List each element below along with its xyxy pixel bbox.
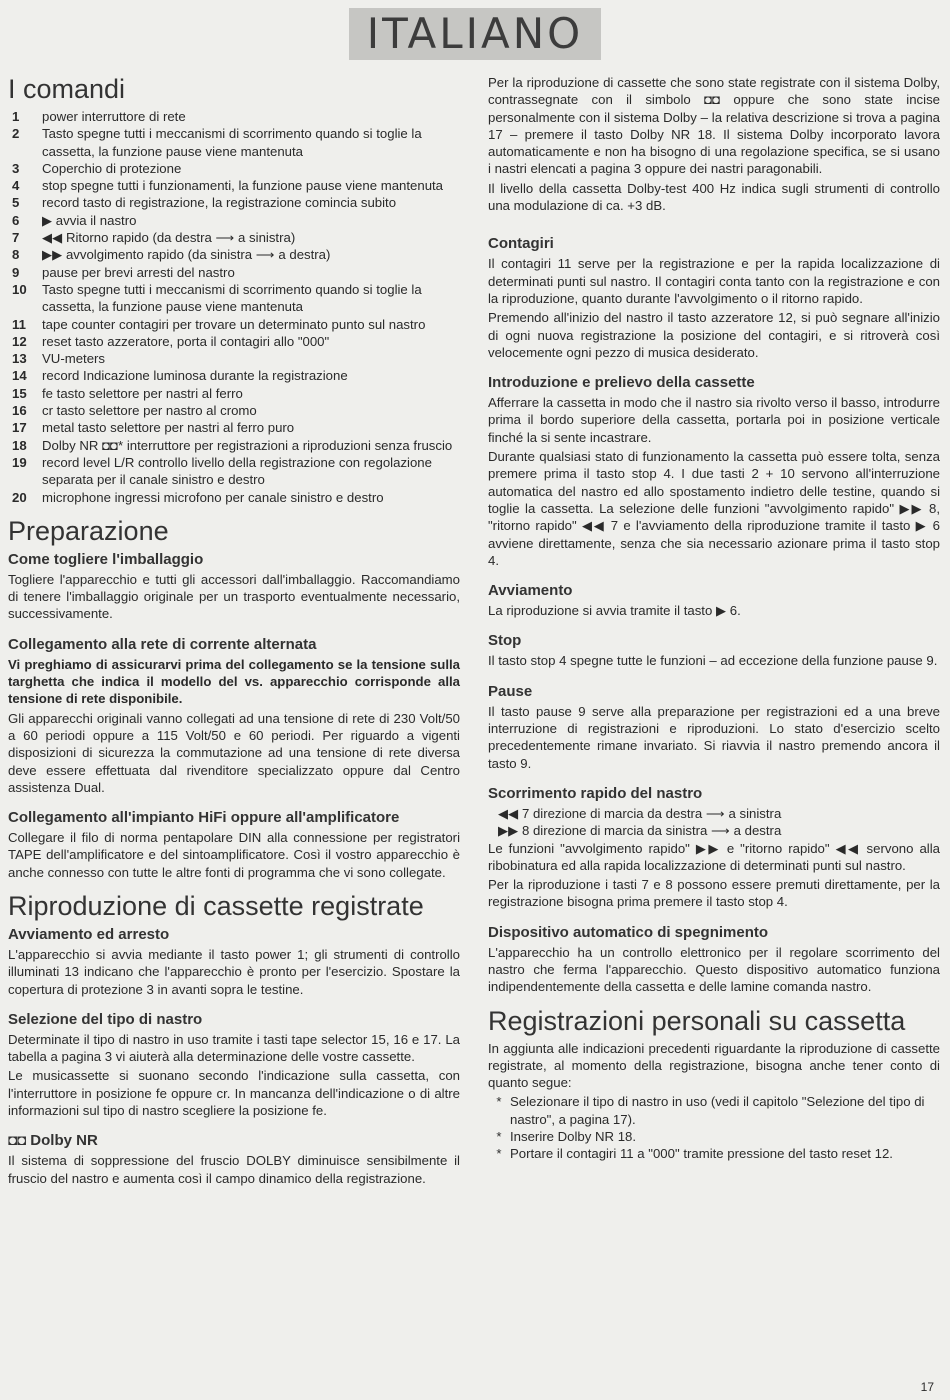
list-item [8, 160, 460, 177]
item-text: fe tasto selettore per nastri al ferro [42, 385, 243, 401]
bullet-text: Portare il contagiri 11 a "000" tramite pressione del tasto reset 12. [510, 1146, 893, 1162]
list-item [8, 177, 460, 194]
text-contagiri-1: Il contagiri 11 serve per la registrazione e per la rapida localizzazione di determinati punti sul nastro. Il contagiri conta tanto con la registrazione e con la riproduzione, quanto durante l'avvolgimento o il ritorno rapido. [488, 256, 940, 306]
list-item [488, 1128, 940, 1145]
text-rete: Gli apparecchi originali vanno collegati ad una tensione di rete di 230 Volt/50 a 60 periodi oppure a 115 Volt/50 e 60 periodi. Per riguardo a vigenti disposizioni di sicurezza la commutazione ad una tensione di rete diversa deve essere effettuata dal rivenditore specializzato oppure dal Centro assistenza Dual. [8, 710, 460, 795]
item-text: ▶ avvia il nastro [42, 212, 137, 228]
item-text: reset tasto azzeratore, porta il contagiri allo "000" [42, 333, 330, 349]
section-title-riproduzione: Riproduzione di cassette registrate [8, 890, 424, 921]
controls-list [8, 108, 460, 506]
heading-contagiri: Contagiri [488, 235, 554, 253]
text-registrazioni-intro: In aggiunta alle indicazioni precedenti riguardante la riproduzione di cassette registrate, al momento della registrazione, bisogna anche tener conto di quanto segue: [488, 1040, 940, 1091]
item-number: 9 [12, 264, 20, 280]
item-number: 6 [12, 212, 20, 228]
heading-avviamento: Avviamento [488, 582, 573, 600]
list-item [8, 402, 460, 419]
header-banner [0, 0, 950, 66]
right-column [488, 70, 940, 1165]
item-text: Tasto spegne tutti i meccanismi di scorrimento quando si toglie la cassetta, la funzione pause viene mantenuta [42, 281, 422, 315]
heading-rete: Collegamento alla rete di corrente alternata [8, 635, 317, 653]
section-title-registrazioni: Registrazioni personali su cassetta [488, 1005, 906, 1036]
item-number: 1 [12, 109, 20, 124]
heading-stop: Stop [488, 632, 522, 650]
text-stop: Il tasto stop 4 spegne tutte le funzioni – ad eccezione della funzione pause 9. [488, 653, 938, 669]
heading-pause: Pause [488, 682, 533, 700]
item-text: record Indicazione luminosa durante la registrazione [42, 368, 348, 384]
text-dolby-1: Il sistema di soppressione del fruscio DOLBY diminuisce sensibilmente il fruscio del nastro e aumenta così il campo dinamico della registrazione. [8, 1153, 460, 1186]
text-imballaggio: Togliere l'apparecchio e tutti gli accessori dall'imballaggio. Raccomandiamo di tenere l'imballaggio originale per un trasporto eventualmente necessario, successivamente. [8, 571, 460, 622]
heading-avviamento-arresto: Avviamento ed arresto [8, 925, 170, 943]
page-number: 17 [920, 1380, 934, 1394]
list-item [8, 350, 460, 367]
text-direction-forward: ▶▶ 8 direzione di marcia da sinistra ⟶ a destra [498, 823, 782, 839]
item-number: 16 [12, 403, 27, 419]
bullet-text: Inserire Dolby NR 18. [510, 1129, 637, 1145]
item-number: 4 [12, 178, 20, 194]
left-column [8, 70, 460, 1189]
bullet-mark: * [496, 1146, 502, 1162]
heading-dolby: ◘◘ Dolby NR [8, 1132, 98, 1150]
item-text: ▶▶ avvolgimento rapido (da sinistra ⟶ a destra) [42, 247, 331, 263]
item-text: Dolby NR ◘◘* interruttore per registrazioni a riproduzioni senza fruscio [42, 437, 453, 453]
page-title: ITALIANO [349, 8, 602, 60]
item-text: ◀◀ Ritorno rapido (da destra ⟶ a sinistra) [42, 230, 296, 246]
text-direction-rewind: ◀◀ 7 direzione di marcia da destra ⟶ a sinistra [498, 805, 782, 821]
heading-introduzione: Introduzione e prelievo della cassette [488, 374, 755, 392]
item-text: cr tasto selettore per nastro al cromo [42, 403, 257, 419]
bullet-text: Selezionare il tipo di nastro in uso (vedi il capitolo "Selezione del tipo di nastro", a pagina 17). [510, 1094, 925, 1127]
list-item [8, 333, 460, 350]
text-contagiri-2: Premendo all'inizio del nastro il tasto azzeratore 12, si può segnare all'inizio di ogni nuova registrazione la posizione del contagiri, e si ritroverà così velocemente ogni pezzo di musica desiderato. [488, 310, 940, 360]
text-scorrimento-1: Le funzioni "avvolgimento rapido" ▶▶ e "ritorno rapido" ◀◀ servono alla ribobinatura ed alla rapida localizzazione di determinati punti sul nastro. [488, 840, 940, 873]
text-introduzione-2: Durante qualsiasi stato di funzionamento la cassetta può essere tolta, senza premere prima il tasto stop 4. I due tasti 2 + 10 servono all'interruzione automatica del nastro ed allo spostamento indietro delle testine, quando si toglie la cassetta. La selezione delle funzioni "avvolgimento rapido" ▶▶ 8, "ritorno rapido" ◀◀ 7 e l'avviamento della riproduzione tramite il tasto ▶ 6 avviene direttamente, senza che sia necessario azionare prima il tasto stop 4. [488, 449, 940, 568]
heading-scorrimento: Scorrimento rapido del nastro [488, 784, 703, 802]
list-item [8, 385, 460, 402]
text-tipo-nastro-2: Le musicassette si suonano secondo l'indicazione sulla cassetta, con l'interruttore in posizione fe oppure cr. In mancanza dell'indicazione o di altre informazioni sul tipo di nastro scegliere la posizione fe. [8, 1068, 460, 1119]
item-number: 18 [12, 437, 27, 453]
item-number: 5 [12, 195, 20, 211]
text-avviamento: La riproduzione si avvia tramite il tasto ▶ 6. [488, 603, 741, 619]
item-text: power interruttore di rete [42, 109, 186, 124]
item-number: 10 [12, 281, 27, 297]
item-number: 15 [12, 385, 27, 401]
list-item [8, 108, 460, 125]
section-title-preparazione: Preparazione [8, 515, 169, 546]
item-number: 19 [12, 454, 27, 470]
heading-imballaggio: Come togliere l'imballaggio [8, 550, 204, 568]
list-item [8, 125, 460, 160]
text-introduzione-1: Afferrare la cassetta in modo che il nastro sia rivolto verso il basso, introdurre prima il bordo superiore della cassetta, portarla poi in posizione verticale finché la si sente incastrare. [488, 395, 940, 445]
heading-hifi: Collegamento all'impianto HiFi oppure all'amplificatore [8, 809, 400, 827]
item-number: 11 [12, 316, 26, 332]
bullet-mark: * [496, 1094, 502, 1110]
item-number: 3 [12, 160, 20, 176]
heading-spegnimento: Dispositivo automatico di spegnimento [488, 923, 769, 941]
item-text: metal tasto selettore per nastri al ferro puro [42, 420, 295, 436]
list-item [8, 194, 460, 211]
item-number: 2 [12, 126, 20, 142]
list-item [8, 367, 460, 384]
text-dolby-3: Il livello della cassetta Dolby-test 400 Hz indica sugli strumenti di controllo una modulazione di ca. +3 dB. [488, 180, 940, 214]
item-text: record level L/R controllo livello della registrazione con regolazione separata per il canale sinistro e destro [42, 454, 432, 488]
item-number: 20 [12, 489, 27, 505]
section-title-comandi: I comandi [8, 74, 126, 104]
item-text: Tasto spegne tutti i meccanismi di scorrimento quando si toglie la cassetta, la funzione pause viene mantenuta [42, 126, 422, 159]
list-item [8, 489, 460, 506]
list-item [8, 246, 460, 263]
list-item [8, 229, 460, 246]
list-item [8, 454, 460, 489]
item-text: Coperchio di protezione [42, 160, 182, 176]
item-number: 17 [12, 420, 27, 436]
list-item [8, 316, 460, 333]
list-item [8, 419, 460, 436]
item-text: microphone ingressi microfono per canale sinistro e destro [42, 489, 384, 505]
text-tipo-nastro-1: Determinate il tipo di nastro in uso tramite i tasti tape selector 15, 16 e 17. La tabella a pagina 3 vi aiuterà alla determinazione delle vostre cassette. [8, 1031, 460, 1065]
list-item [8, 437, 460, 454]
text-dolby-2: Per la riproduzione di cassette che sono state registrate con il sistema Dolby, contrassegnate con il simbolo ◘◘ oppure che sono state incise personalmente con il sistema Dolby – la relativa descrizione si trova a pagina 17 – premere il tasto Dolby NR 18. Il sistema Dolby incorporato lavora automaticamente e non ha bisogno di una regolazione specifica, se si usano i nastri elencati a pagina 3 oppure dei nastri paragonabili. [488, 75, 940, 177]
item-number: 12 [12, 333, 27, 349]
item-number: 8 [12, 247, 20, 263]
item-text: record tasto di registrazione, la registrazione comincia subito [42, 195, 397, 211]
item-text: pause per brevi arresti del nastro [42, 264, 235, 280]
list-item [8, 264, 460, 281]
text-avviamento-arresto: L'apparecchio si avvia mediante il tasto power 1; gli strumenti di controllo illuminati 13 indicano che l'apparecchio è pronto per l'esercizio. Spostare la copertura di protezione 3 in avanti sopra le testine. [8, 946, 460, 997]
item-text: VU-meters [42, 351, 106, 367]
item-text: tape counter contagiri per trovare un determinato punto sul nastro [42, 316, 426, 332]
text-scorrimento-2: Per la riproduzione i tasti 7 e 8 possono essere premuti direttamente, per la registrazione bisogna prima premere il tasto stop 4. [488, 877, 940, 910]
text-pause: Il tasto pause 9 serve alla preparazione per registrazioni ed a una breve interruzione di registrazioni e riproduzioni. Lo stato d'esercizio scelto precedentemente rimane invariato. Si riavvia il nastro premendo ancora il tasto 9. [488, 703, 940, 771]
list-item [8, 281, 460, 316]
text-hifi: Collegare il filo di norma pentapolare DIN alla connessione per registratori TAPE dell'amplificatore e del sintoamplificatore. Così il vostro apparecchio è anche connesso con tutte le altre fonti di programma che vi sono collegate. [8, 830, 460, 880]
list-item [488, 1145, 940, 1162]
bullet-mark: * [496, 1129, 502, 1145]
list-item [488, 1093, 940, 1128]
item-number: 7 [12, 230, 20, 246]
recording-checklist [488, 1093, 940, 1162]
item-number: 13 [12, 351, 27, 367]
text-rete-warning: Vi preghiamo di assicurarvi prima del collegamento se la tensione sulla targhetta che indica il modello del vs. apparecchio corrisponde alla tensione di rete disponibile. [8, 656, 460, 707]
heading-tipo-nastro: Selezione del tipo di nastro [8, 1010, 203, 1028]
list-item [8, 212, 460, 229]
item-number: 14 [12, 368, 27, 384]
text-spegnimento: L'apparecchio ha un controllo elettronico per il regolare scorrimento del nastro che ferma l'apparecchio. Questo dispositivo automatico funziona indipendentemente della cassetta e delle lamine comanda nastro. [488, 944, 940, 995]
item-text: stop spegne tutti i funzionamenti, la funzione pause viene mantenuta [42, 178, 444, 194]
